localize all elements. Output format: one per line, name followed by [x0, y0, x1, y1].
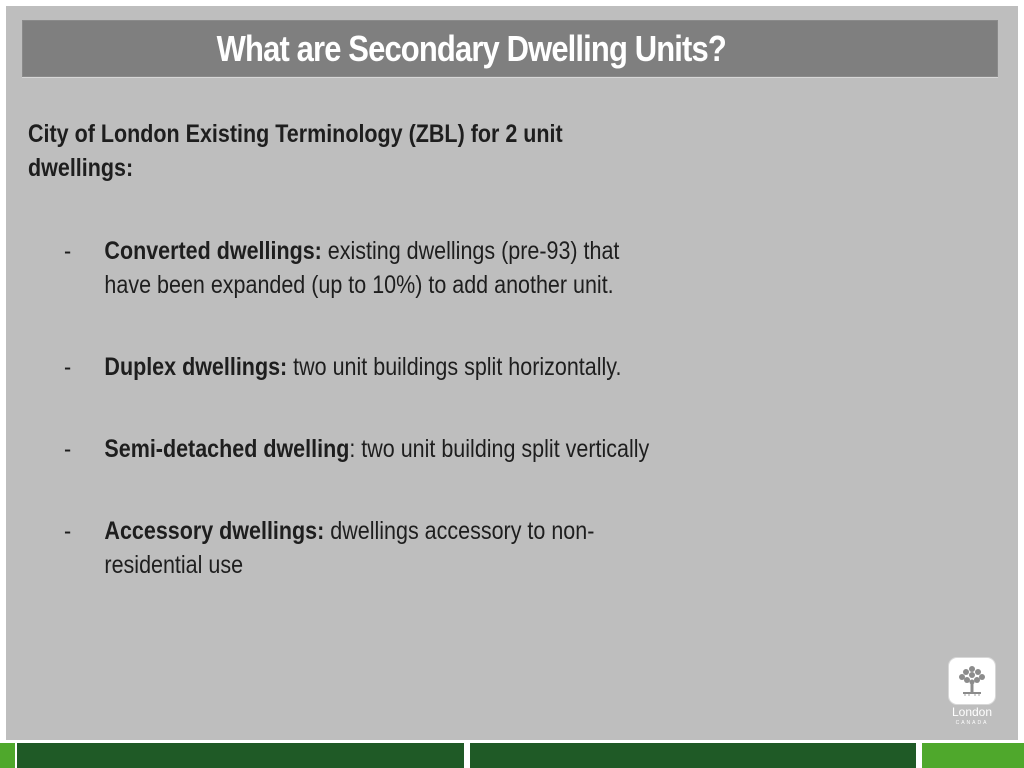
bullet-body	[104, 432, 654, 466]
title-bar	[22, 20, 998, 77]
bullet-dash: -	[64, 353, 72, 381]
bullet-dash: -	[64, 435, 72, 463]
bullet-dash: -	[64, 517, 72, 545]
bullet-term: Accessory dwellings:	[104, 517, 325, 545]
bullet-body	[104, 514, 654, 582]
bullet-duplex-dwellings	[64, 350, 666, 384]
bullet-text: existing dwellings (pre-93) that have been expanded (up to 10%) to add another unit.	[104, 237, 620, 299]
intro-heading: City of London Existing Terminology (ZBL) for 2 unit dwellings:	[28, 120, 563, 182]
bullet-term: Duplex dwellings:	[104, 353, 288, 381]
bullet-term: Semi-detached dwelling	[104, 435, 350, 463]
bullet-converted-dwellings	[64, 234, 666, 302]
logo-subtitle: CANADA	[955, 720, 989, 726]
logo-badge	[948, 657, 996, 705]
bullet-text: two unit buildings split horizontally.	[287, 353, 622, 381]
logo-wordmark: London	[951, 705, 993, 719]
slide-title: What are Secondary Dwelling Units?	[216, 28, 726, 69]
bullet-body	[104, 234, 654, 302]
bullet-text: dwellings accessory to non-residential use	[104, 517, 595, 579]
tree-icon	[949, 658, 995, 704]
london-logo	[948, 657, 996, 729]
bullet-accessory-dwellings	[64, 514, 666, 582]
bullet-text: : two unit building split vertically	[349, 435, 650, 463]
bullet-semi-detached-dwelling	[64, 432, 666, 466]
footer-bar-segment	[0, 743, 15, 768]
bullet-body	[104, 350, 654, 384]
footer-bar-segment	[922, 743, 1024, 768]
footer-bar-segment	[470, 743, 916, 768]
bullet-term: Converted dwellings:	[104, 237, 322, 265]
footer-bar-segment	[17, 743, 464, 768]
bullet-dash: -	[64, 237, 72, 265]
